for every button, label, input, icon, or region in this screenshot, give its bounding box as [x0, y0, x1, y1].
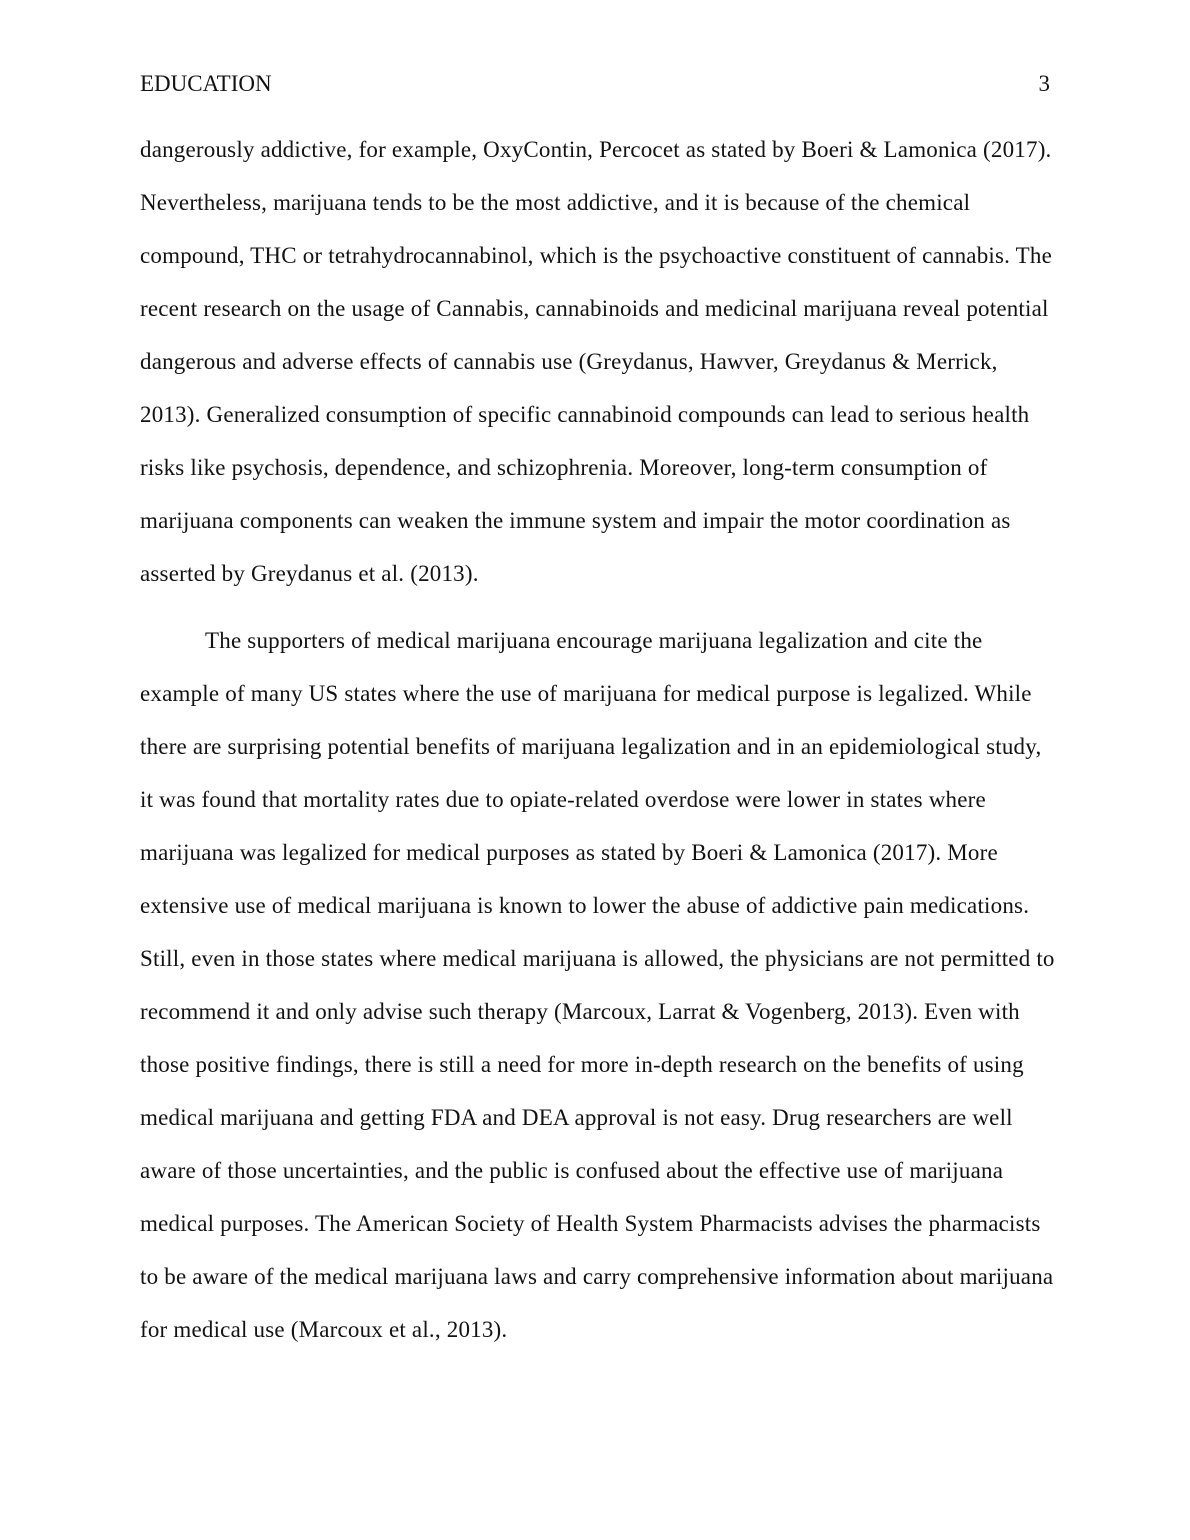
document-body — [140, 123, 1055, 1356]
text-line: Still, even in those states where medical marijuana is allowed, the physicians are not permitted to — [140, 946, 1055, 971]
text-line: medical purposes. The American Society of Health System Pharmacists advises the pharmacists — [140, 1211, 1041, 1236]
text-line: The supporters of medical marijuana encourage marijuana legalization and cite the — [205, 628, 983, 653]
paragraph — [140, 123, 1050, 600]
text-line: medical marijuana and getting FDA and DEA approval is not easy. Drug researchers are well — [140, 1105, 1013, 1130]
text-line: aware of those uncertainties, and the public is confused about the effective use of marijuana — [140, 1158, 1004, 1183]
text-line: dangerous and adverse effects of cannabis use (Greydanus, Hawver, Greydanus & Merrick, — [140, 349, 998, 374]
text-line: dangerously addictive, for example, OxyContin, Percocet as stated by Boeri & Lamonica (2017). — [140, 137, 1052, 162]
text-line: for medical use (Marcoux et al., 2013). — [140, 1317, 508, 1342]
text-line: extensive use of medical marijuana is known to lower the abuse of addictive pain medications. — [140, 893, 1030, 918]
text-line: Nevertheless, marijuana tends to be the most addictive, and it is because of the chemical — [140, 190, 971, 215]
paragraph — [140, 614, 1055, 1356]
text-line: recommend it and only advise such therapy (Marcoux, Larrat & Vogenberg, 2013). Even with — [140, 999, 1020, 1024]
text-line: it was found that mortality rates due to opiate-related overdose were lower in states where — [140, 787, 986, 812]
text-line: 2013). Generalized consumption of specific cannabinoid compounds can lead to serious health — [140, 402, 1030, 427]
text-line: there are surprising potential benefits of marijuana legalization and in an epidemiological study, — [140, 734, 1042, 759]
text-line: those positive findings, there is still a need for more in-depth research on the benefits of using — [140, 1052, 1024, 1077]
text-line: recent research on the usage of Cannabis, cannabinoids and medicinal marijuana reveal potential — [140, 296, 1049, 321]
text-line: compound, THC or tetrahydrocannabinol, which is the psychoactive constituent of cannabis. The — [140, 243, 1052, 268]
running-head: EDUCATION — [140, 71, 272, 96]
text-line: example of many US states where the use of marijuana for medical purpose is legalized. While — [140, 681, 1032, 706]
page-number: 3 — [1038, 71, 1050, 96]
text-line: marijuana components can weaken the immune system and impair the motor coordination as — [140, 508, 1011, 533]
text-line: marijuana was legalized for medical purposes as stated by Boeri & Lamonica (2017). More — [140, 840, 998, 865]
text-line: to be aware of the medical marijuana laws and carry comprehensive information about marijuana — [140, 1264, 1054, 1289]
text-line: risks like psychosis, dependence, and schizophrenia. Moreover, long-term consumption of — [140, 455, 988, 480]
text-line: asserted by Greydanus et al. (2013). — [140, 561, 479, 586]
page-header — [140, 70, 1050, 97]
